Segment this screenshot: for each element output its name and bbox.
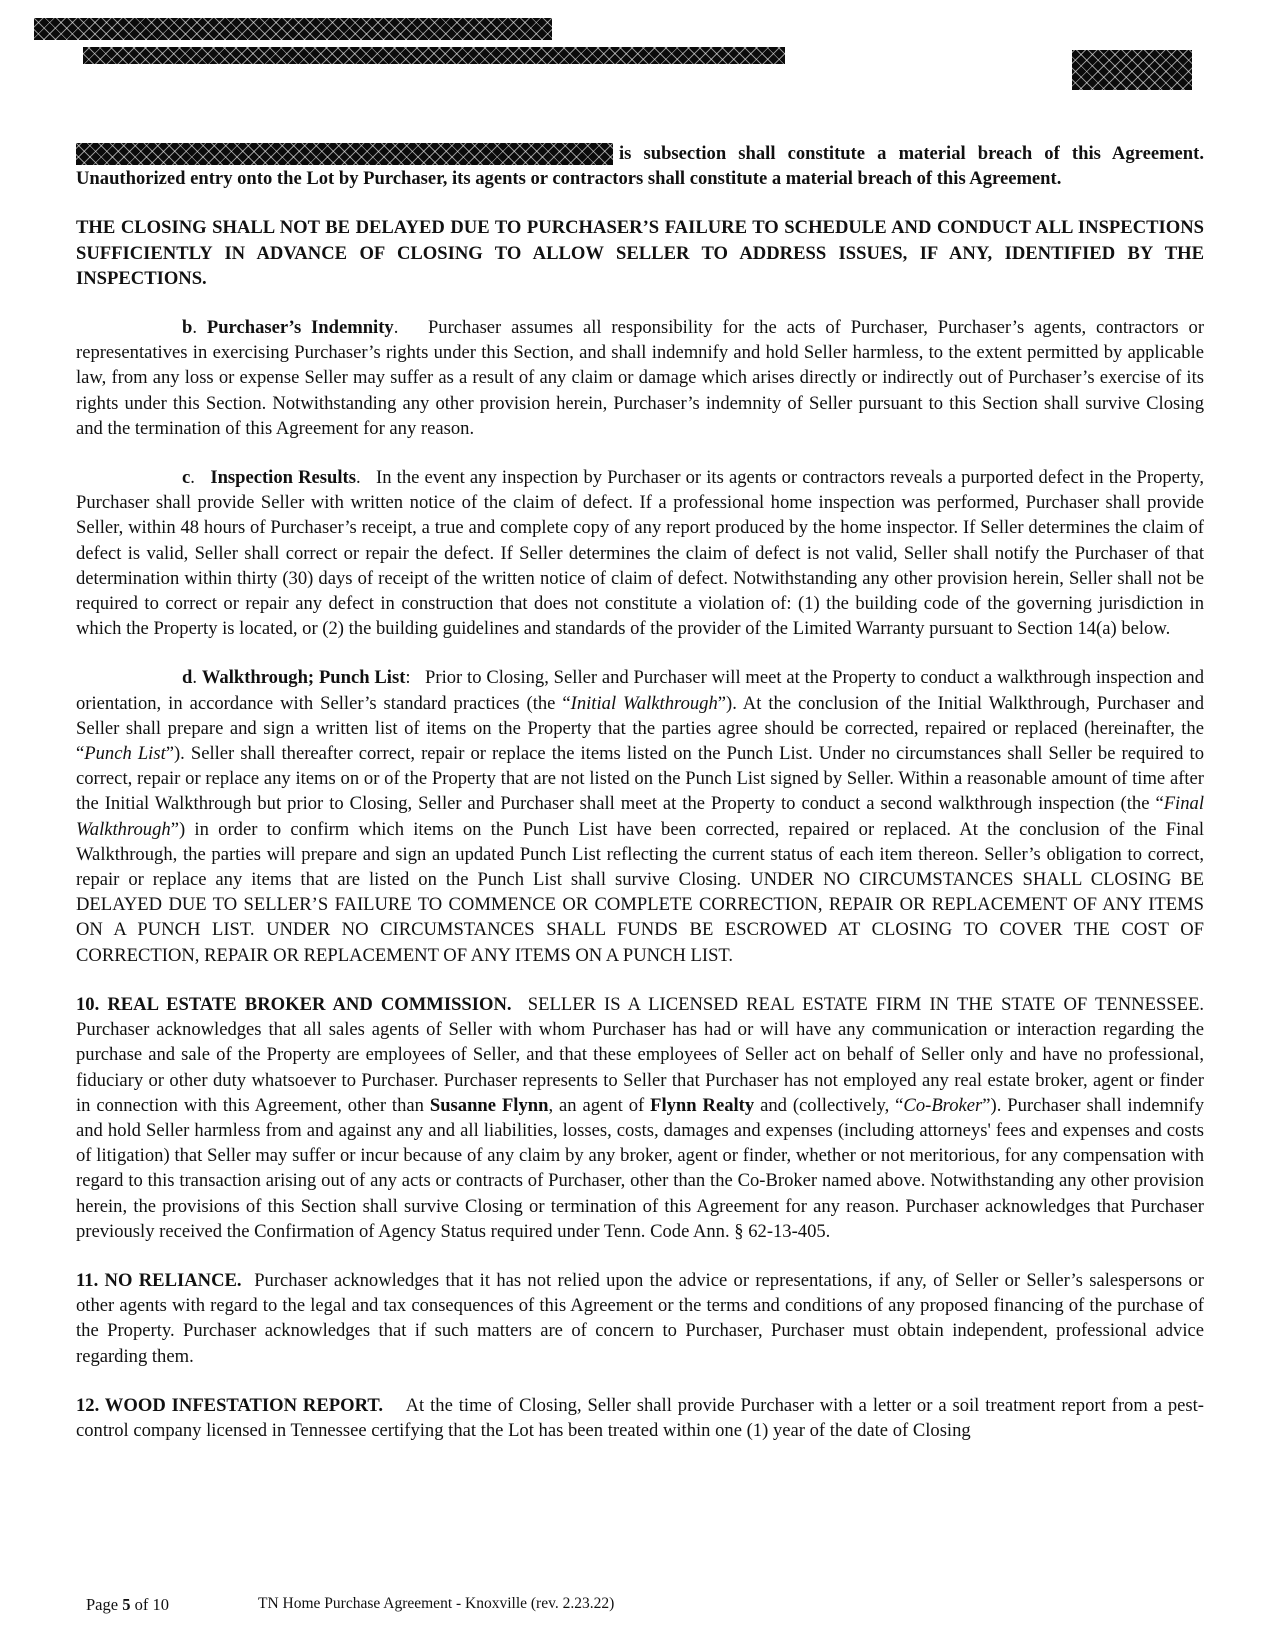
- redaction-block: [83, 47, 785, 64]
- page-footer: [86, 1595, 615, 1615]
- section-text: ”). Seller shall thereafter correct, repair or replace the items listed on the Punch List. Under no circumstances shall Seller be required to correct, repair or replace any items on or of the Property that are not listed on the Punch List signed by Seller. Within a reasonable amount of time after the Initial Walkthrough but prior to Closing, Seller and Purchaser shall meet at the Property to conduct a second walkthrough inspection (the “: [76, 743, 1204, 815]
- section-b: b. Purchaser’s Indemnity. Purchaser assumes all responsibility for the acts of Purchaser, Purchaser’s agents, contractors or representatives in exercising Purchaser’s rights under this Section, and shall indemnify and hold Seller harmless, to the extent permitted by applicable law, from any loss or expense Seller may suffer as a result of any claim or damage which arises directly or indirectly out of Purchaser’s exercise of its rights under this Section. Notwithstanding any other provision herein, Purchaser’s indemnity of Seller pursuant to this Section shall survive Closing and the termination of this Agreement for any reason.: [76, 317, 1205, 439]
- section-body: Purchaser assumes all responsibility for the acts of Purchaser, Purchaser’s agents, contractors or representatives in exercising Purchaser’s rights under this Section, and shall indemnify and hold Seller harmless, to the extent permitted by applicable law, from any loss or expense Seller may suffer as a result of any claim or damage which arises directly or indirectly out of Purchaser’s exercise of its rights under this Section. Notwithstanding any other provision herein, Purchaser’s indemnity of Seller pursuant to this Section shall survive Closing and the termination of this Agreement for any reason.: [76, 317, 1205, 439]
- redaction-block: [1072, 50, 1192, 90]
- line-fragment: Unauthorized entry onto the Lot by Purchaser, its agents or contractors shall constitute a material breach of this Agreement.: [76, 168, 1062, 190]
- redaction-block: [34, 18, 552, 40]
- section-body: In the event any inspection by Purchaser or its agents or contractors reveals a purported defect in the Property, Purchaser shall provide Seller with written notice of the claim of defect. If a professional home inspection was performed, Purchaser shall provide Seller, within 48 hours of Purchaser’s receipt, a true and complete copy of any report produced by the home inspector. If Seller determines the claim of defect is valid, Seller shall correct or repair the defect. If Seller determines the claim of defect is not valid, Seller shall notify the Purchaser of that determination within thirty (30) days of receipt of the written notice of claim of defect. Notwithstanding any other provision herein, Seller shall not be required to correct or repair any defect in construction that does not constitute a violation of: (1) the building code of the governing jurisdiction in which the Property is located, or (2) the building guidelines and standards of the provider of the Limited Warranty pursuant to Section 14(a) below.: [76, 467, 1205, 640]
- defined-term: Co-Broker: [903, 1094, 983, 1116]
- section-10: [76, 992, 1204, 1244]
- section-body: At the time of Closing, Seller shall provide Purchaser with a letter or a soil treatment report from a pest-control company licensed in Tennessee certifying that the Lot has been treated within one (1) year of the date of Closing: [76, 1394, 1204, 1441]
- defined-term: Punch List: [84, 743, 166, 765]
- section-heading: 11. NO RELIANCE.: [76, 1269, 242, 1291]
- section-heading: Inspection Results: [210, 467, 356, 489]
- defined-term: Final Walkthrough: [76, 793, 1204, 840]
- document-body: [76, 141, 1204, 1443]
- defined-term: Initial Walkthrough: [570, 692, 718, 714]
- section-text: , an agent of: [548, 1094, 651, 1116]
- section-heading: 12. WOOD INFESTATION REPORT.: [76, 1394, 384, 1416]
- section-text: ”). At the conclusion of the Initial Walkthrough, Purchaser and Seller shall prepare and sign a written list of items on the Property that the parties agree should be corrected, repaired or replaced (hereinafter, the “: [76, 692, 1205, 765]
- page-number: 5: [122, 1595, 131, 1614]
- section-heading: Walkthrough; Punch List: [201, 667, 406, 689]
- document-title: TN Home Purchase Agreement - Knoxville (rev. 2.23.22): [258, 1595, 615, 1612]
- section-c: c. Inspection Results. In the event any inspection by Purchaser or its agents or contractors reveals a purported defect in the Property, Purchaser shall provide Seller with written notice of the claim of defect. If a professional home inspection was performed, Purchaser shall provide Seller, within 48 hours of Purchaser’s receipt, a true and complete copy of any report produced by the home inspector. If Seller determines the claim of defect is valid, Seller shall correct or repair the defect. If Seller determines the claim of defect is not valid, Seller shall notify the Purchaser of that determination within thirty (30) days of receipt of the written notice of claim of defect. Notwithstanding any other provision herein, Seller shall not be required to correct or repair any defect in construction that does not constitute a violation of: (1) the building code of the governing jurisdiction in which the Property is located, or (2) the building guidelines and standards of the provider of the Limited Warranty pursuant to Section 14(a) below.: [76, 467, 1205, 640]
- page-label: Page: [86, 1595, 119, 1614]
- section-heading: Purchaser’s Indemnity: [206, 317, 394, 339]
- section-heading: 10. REAL ESTATE BROKER AND COMMISSION.: [76, 993, 512, 1015]
- section-12: [76, 1393, 1204, 1443]
- section-11: [76, 1268, 1204, 1369]
- firm-name: Flynn Realty: [650, 1094, 755, 1116]
- paragraph-continuation: [76, 141, 1204, 191]
- line-fragment: is subsection shall constitute a material breach of this Agreement.: [619, 143, 1204, 164]
- section-text: and (collectively, “: [754, 1094, 904, 1116]
- section-text: ”) in order to confirm which items on the Punch List have been corrected, repaired or replaced. At the conclusion of the Final Walkthrough, the parties will prepare and sign an updated Punch List reflecting the current status of each item thereon. Seller’s obligation to correct, repair or replace any items that are listed on the Punch List shall survive Closing. UNDER NO CIRCUMSTANCES SHALL CLOSING BE DELAYED DUE TO SELLER’S FAILURE TO COMMENCE OR COMPLETE CORRECTION, REPAIR OR REPLACEMENT OF ANY ITEMS ON A PUNCH LIST. UNDER NO CIRCUMSTANCES SHALL FUNDS BE ESCROWED AT CLOSING TO COVER THE COST OF CORRECTION, REPAIR OR REPLACEMENT OF ANY ITEMS ON A PUNCH LIST.: [76, 818, 1204, 966]
- section-text: SELLER IS A LICENSED REAL ESTATE FIRM IN THE STATE OF TENNESSEE. Purchaser acknowledges that all sales agents of Seller with whom Purchaser has had or will have any communication or interaction regarding the purchase and sale of the Property are employees of Seller, and that these employees of Seller act on behalf of Seller only and have no professional, fiduciary or other duty whatsoever to Purchaser. Purchaser represents to Seller that Purchaser has not employed any real estate broker, agent or finder in connection with this Agreement, other than: [76, 993, 1204, 1116]
- section-letter: c: [182, 467, 191, 489]
- section-d: d. Walkthrough; Punch List: Prior to Closing, Seller and Purchaser will meet at the Property to conduct a walkthrough inspection and orientation, in accordance with Seller’s standard practices (the “Initial Walkthrough”). At the conclusion of the Initial Walkthrough, Purchaser and Seller shall prepare and sign a written list of items on the Property that the parties agree should be corrected, repaired or replaced (hereinafter, the “Punch List”). Seller shall thereafter correct, repair or replace the items listed on the Punch List. Under no circumstances shall Seller be required to correct, repair or replace any items on or of the Property that are not listed on the Punch List signed by Seller. Within a reasonable amount of time after the Initial Walkthrough but prior to Closing, Seller and Purchaser shall meet at the Property to conduct a second walkthrough inspection (the “Final Walkthrough”) in order to confirm which items on the Punch List have been corrected, repaired or replaced. At the conclusion of the Final Walkthrough, the parties will prepare and sign an updated Punch List reflecting the current status of each item thereon. Seller’s obligation to correct, repair or replace any items that are listed on the Punch List shall survive Closing. UNDER NO CIRCUMSTANCES SHALL CLOSING BE DELAYED DUE TO SELLER’S FAILURE TO COMMENCE OR COMPLETE CORRECTION, REPAIR OR REPLACEMENT OF ANY ITEMS ON A PUNCH LIST. UNDER NO CIRCUMSTANCES SHALL FUNDS BE ESCROWED AT CLOSING TO COVER THE COST OF CORRECTION, REPAIR OR REPLACEMENT OF ANY ITEMS ON A PUNCH LIST.: [76, 667, 1205, 966]
- page-total: of 10: [134, 1595, 169, 1614]
- section-body: Purchaser acknowledges that it has not relied upon the advice or representations, if any, of Seller or Seller’s salespersons or other agents with regard to the legal and tax consequences of this Agreement or the terms and conditions of any proposed financing of the purchase of the Property. Purchaser acknowledges that if such matters are of concern to Purchaser, Purchaser must obtain independent, professional advice regarding them.: [76, 1269, 1204, 1367]
- section-letter: d: [182, 667, 193, 689]
- closing-notice: THE CLOSING SHALL NOT BE DELAYED DUE TO PURCHASER’S FAILURE TO SCHEDULE AND CONDUCT ALL INSPECTIONS SUFFICIENTLY IN ADVANCE OF CLOSING TO ALLOW SELLER TO ADDRESS ISSUES, IF ANY, IDENTIFIED BY THE INSPECTIONS.: [76, 217, 1204, 289]
- section-text: Prior to Closing, Seller and Purchaser will meet at the Property to conduct a walkthrough inspection and orientation, in accordance with Seller’s standard practices (the “: [76, 667, 1204, 714]
- section-letter: b: [182, 317, 193, 339]
- section-text: ”). Purchaser shall indemnify and hold Seller harmless from and against any and all liabilities, losses, costs, damages and expenses (including attorneys' fees and expenses and costs of litigation) that Seller may suffer or incur because of any claim by any broker, agent or finder, whether or not meritorious, for any compensation with regard to this transaction arising out of any acts or contracts of Purchaser, other than the Co-Broker named above. Notwithstanding any other provision herein, the provisions of this Section shall survive Closing or termination of this Agreement for any reason. Purchaser acknowledges that Purchaser previously received the Confirmation of Agency Status required under Tenn. Code Ann. § 62-13-405.: [76, 1094, 1204, 1242]
- agent-name: Susanne Flynn: [429, 1094, 549, 1116]
